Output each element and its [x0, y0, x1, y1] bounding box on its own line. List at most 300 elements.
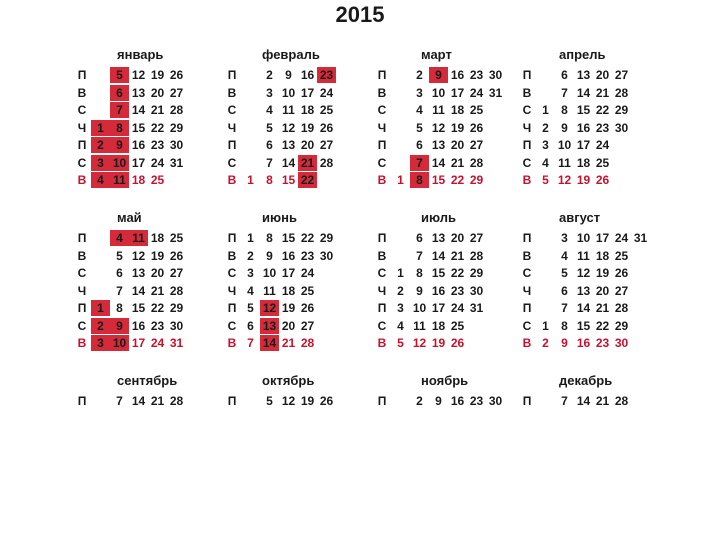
day-cell: 23 — [150, 138, 165, 152]
weekday-label: С — [522, 318, 532, 333]
day-cell: 22 — [300, 231, 315, 245]
day-cell: 30 — [614, 336, 629, 350]
day-cell: 21 — [150, 103, 165, 117]
weekday-label: П — [522, 231, 532, 245]
day-cell: 25 — [150, 173, 165, 187]
weekday-label: С — [77, 155, 87, 170]
day-cell: 11 — [129, 230, 148, 246]
day-cell: 29 — [614, 318, 629, 333]
day-cell: 1 — [91, 120, 110, 136]
day-cell: 30 — [488, 68, 503, 82]
day-cell: 20 — [450, 231, 465, 245]
weekday-label: С — [377, 266, 387, 280]
month-name: апрель — [559, 47, 606, 62]
day-cell: 6 — [561, 283, 568, 298]
weekday-label: В — [227, 85, 237, 100]
day-cell: 15 — [576, 318, 591, 333]
day-cell: 7 — [561, 85, 568, 100]
weekday-label: В — [77, 248, 87, 263]
month-11 — [520, 373, 670, 533]
day-cell: 12 — [576, 266, 591, 280]
day-cell: 30 — [319, 248, 334, 263]
day-cell: 11 — [558, 155, 571, 170]
weekday-label: В — [77, 173, 87, 187]
weekday-label: Ч — [377, 120, 387, 135]
day-cell: 16 — [131, 318, 146, 333]
day-cell: 20 — [300, 138, 315, 152]
weekday-label: П — [77, 68, 87, 82]
day-cell: 31 — [469, 301, 484, 315]
day-cell: 10 — [431, 85, 446, 100]
day-cell: 14 — [281, 155, 296, 170]
month-7 — [520, 210, 670, 370]
weekday-label: П — [377, 394, 387, 408]
day-cell: 9 — [266, 248, 273, 263]
day-cell: 15 — [131, 120, 146, 135]
day-cell: 22 — [150, 120, 165, 135]
weekday-label: Ч — [77, 120, 87, 135]
weekday-label: Ч — [227, 120, 237, 135]
day-cell: 19 — [150, 248, 165, 263]
weekday-label: Ч — [77, 283, 87, 298]
weekday-label: В — [522, 85, 532, 100]
day-cell: 29 — [469, 266, 484, 280]
day-cell: 28 — [469, 248, 484, 263]
day-cell: 9 — [435, 394, 442, 408]
day-cell: 28 — [169, 103, 184, 117]
day-cell: 3 — [416, 85, 423, 100]
day-cell: 7 — [266, 155, 273, 170]
day-cell: 22 — [595, 103, 610, 117]
day-cell: 4 — [110, 230, 129, 246]
day-cell: 24 — [300, 266, 315, 280]
day-cell: 30 — [614, 120, 629, 135]
month-name: май — [117, 210, 142, 225]
day-cell: 26 — [169, 248, 184, 263]
day-cell: 4 — [397, 318, 404, 333]
day-cell: 10 — [412, 301, 427, 315]
day-cell: 21 — [450, 155, 465, 170]
day-cell: 28 — [319, 155, 334, 170]
day-cell: 9 — [110, 137, 129, 153]
month-name: февраль — [262, 47, 320, 62]
day-cell: 13 — [431, 231, 446, 245]
day-cell: 7 — [110, 102, 129, 118]
day-cell: 4 — [561, 248, 568, 263]
day-cell: 6 — [416, 231, 423, 245]
day-cell: 31 — [488, 85, 503, 100]
day-cell: 25 — [595, 155, 610, 170]
day-cell: 10 — [110, 155, 129, 171]
day-cell: 19 — [595, 266, 610, 280]
day-cell: 16 — [576, 336, 591, 350]
day-cell: 16 — [450, 394, 465, 408]
day-cell: 2 — [416, 68, 423, 82]
day-cell: 3 — [266, 85, 273, 100]
day-cell: 15 — [431, 173, 446, 187]
day-cell: 27 — [469, 231, 484, 245]
day-cell: 16 — [576, 120, 591, 135]
day-cell: 11 — [413, 318, 426, 333]
day-cell: 18 — [131, 173, 146, 187]
day-cell: 13 — [131, 85, 146, 100]
day-cell: 13 — [431, 138, 446, 152]
day-cell: 24 — [450, 301, 465, 315]
day-cell: 9 — [110, 318, 129, 334]
day-cell: 18 — [576, 155, 591, 170]
day-cell: 13 — [281, 138, 296, 152]
weekday-label: С — [522, 103, 532, 117]
weekday-label: П — [227, 138, 237, 152]
day-cell: 7 — [116, 283, 123, 298]
day-cell: 20 — [281, 318, 296, 333]
day-cell: 11 — [263, 283, 276, 298]
day-cell: 19 — [431, 336, 446, 350]
day-cell: 20 — [595, 68, 610, 82]
day-cell: 9 — [416, 283, 423, 298]
day-cell: 11 — [432, 103, 445, 117]
weekday-label: Ч — [522, 120, 532, 135]
day-cell: 10 — [576, 231, 591, 245]
day-cell: 11 — [282, 103, 295, 117]
day-cell: 23 — [469, 394, 484, 408]
day-cell: 8 — [410, 172, 429, 188]
day-cell: 28 — [300, 336, 315, 350]
weekday-label: П — [522, 394, 532, 408]
day-cell: 6 — [561, 68, 568, 82]
day-cell: 19 — [150, 68, 165, 82]
day-cell: 1 — [247, 231, 254, 245]
weekday-label: П — [522, 68, 532, 82]
day-cell: 18 — [281, 283, 296, 298]
weekday-label: С — [77, 266, 87, 280]
day-cell: 17 — [281, 266, 296, 280]
weekday-label: В — [227, 336, 237, 350]
day-cell: 25 — [469, 103, 484, 117]
day-cell: 28 — [614, 301, 629, 315]
day-cell: 26 — [169, 68, 184, 82]
day-cell: 29 — [469, 173, 484, 187]
day-cell: 23 — [150, 318, 165, 333]
month-name: июнь — [262, 210, 297, 225]
weekday-label: С — [227, 266, 237, 280]
day-cell: 3 — [542, 138, 549, 152]
day-cell: 28 — [614, 394, 629, 408]
day-cell: 13 — [260, 318, 279, 334]
day-cell: 14 — [576, 301, 591, 315]
day-cell: 15 — [281, 231, 296, 245]
day-cell: 3 — [91, 155, 110, 171]
day-cell: 21 — [595, 85, 610, 100]
day-cell: 4 — [542, 155, 549, 170]
weekday-label: В — [227, 173, 237, 187]
weekday-label: П — [377, 138, 387, 152]
day-cell: 13 — [576, 283, 591, 298]
month-name: сентябрь — [117, 373, 178, 388]
month-3 — [520, 47, 670, 207]
day-cell: 30 — [169, 138, 184, 152]
day-cell: 8 — [266, 231, 273, 245]
day-cell: 1 — [542, 103, 549, 117]
day-cell: 17 — [131, 155, 146, 170]
day-cell: 7 — [561, 301, 568, 315]
day-cell: 19 — [300, 120, 315, 135]
day-cell: 27 — [169, 85, 184, 100]
day-cell: 12 — [131, 68, 146, 82]
day-cell: 20 — [150, 85, 165, 100]
day-cell: 7 — [561, 394, 568, 408]
weekday-label: П — [77, 231, 87, 245]
weekday-label: С — [227, 155, 237, 170]
day-cell: 30 — [169, 318, 184, 333]
day-cell: 12 — [431, 120, 446, 135]
day-cell: 2 — [91, 318, 110, 334]
day-cell: 23 — [300, 248, 315, 263]
weekday-label: С — [377, 318, 387, 333]
weekday-label: В — [377, 336, 387, 350]
day-cell: 1 — [91, 300, 110, 316]
day-cell: 20 — [450, 138, 465, 152]
day-cell: 5 — [266, 394, 273, 408]
day-cell: 17 — [431, 301, 446, 315]
day-cell: 25 — [169, 231, 184, 245]
day-cell: 21 — [595, 394, 610, 408]
day-cell: 20 — [595, 283, 610, 298]
day-cell: 18 — [150, 231, 165, 245]
day-cell: 26 — [319, 120, 334, 135]
month-4 — [75, 210, 225, 370]
weekday-label: П — [227, 231, 237, 245]
day-cell: 9 — [429, 67, 448, 83]
day-cell: 23 — [595, 120, 610, 135]
day-cell: 27 — [300, 318, 315, 333]
day-cell: 15 — [131, 301, 146, 315]
weekday-label: В — [377, 85, 387, 100]
weekday-label: В — [77, 85, 87, 100]
day-cell: 31 — [169, 336, 184, 350]
weekday-label: С — [522, 266, 532, 280]
day-cell: 5 — [110, 67, 129, 83]
day-cell: 22 — [150, 301, 165, 315]
weekday-label: Ч — [522, 283, 532, 298]
day-cell: 8 — [110, 120, 129, 136]
day-cell: 27 — [614, 68, 629, 82]
day-cell: 5 — [116, 248, 123, 263]
day-cell: 10 — [557, 138, 572, 152]
day-cell: 4 — [91, 172, 110, 188]
day-cell: 29 — [319, 231, 334, 245]
weekday-label: В — [522, 248, 532, 263]
weekday-label: В — [522, 336, 532, 350]
day-cell: 29 — [169, 120, 184, 135]
month-name: июль — [421, 210, 457, 225]
weekday-label: С — [77, 318, 87, 333]
month-1 — [225, 47, 375, 207]
day-cell: 5 — [397, 336, 404, 350]
day-cell: 8 — [416, 266, 423, 280]
day-cell: 12 — [260, 300, 279, 316]
day-cell: 21 — [281, 336, 296, 350]
day-cell: 21 — [595, 301, 610, 315]
weekday-label: П — [522, 138, 532, 152]
day-cell: 31 — [169, 155, 184, 170]
day-cell: 16 — [131, 138, 146, 152]
day-cell: 26 — [300, 301, 315, 315]
day-cell: 24 — [595, 138, 610, 152]
day-cell: 2 — [247, 248, 254, 263]
day-cell: 25 — [614, 248, 629, 263]
day-cell: 21 — [298, 155, 317, 171]
day-cell: 8 — [116, 301, 123, 315]
day-cell: 17 — [131, 336, 146, 350]
day-cell: 6 — [247, 318, 254, 333]
day-cell: 16 — [431, 283, 446, 298]
day-cell: 6 — [266, 138, 273, 152]
day-cell: 26 — [469, 120, 484, 135]
day-cell: 22 — [450, 266, 465, 280]
weekday-label: П — [77, 301, 87, 315]
weekday-label: С — [77, 103, 87, 117]
day-cell: 1 — [247, 173, 254, 187]
day-cell: 26 — [319, 394, 334, 408]
day-cell: 16 — [300, 68, 315, 82]
day-cell: 5 — [266, 120, 273, 135]
day-cell: 29 — [614, 103, 629, 117]
day-cell: 6 — [110, 85, 129, 101]
day-cell: 27 — [469, 138, 484, 152]
day-cell: 19 — [576, 173, 591, 187]
day-cell: 2 — [266, 68, 273, 82]
day-cell: 9 — [561, 336, 568, 350]
day-cell: 14 — [431, 155, 446, 170]
day-cell: 28 — [169, 394, 184, 408]
day-cell: 28 — [169, 283, 184, 298]
day-cell: 9 — [285, 68, 292, 82]
day-cell: 12 — [557, 173, 572, 187]
day-cell: 25 — [450, 318, 465, 333]
day-cell: 5 — [561, 266, 568, 280]
day-cell: 14 — [260, 335, 279, 351]
month-2 — [375, 47, 525, 207]
day-cell: 14 — [431, 248, 446, 263]
weekday-label: В — [522, 173, 532, 187]
weekday-label: П — [227, 394, 237, 408]
day-cell: 11 — [577, 248, 590, 263]
day-cell: 23 — [317, 67, 336, 83]
day-cell: 3 — [247, 266, 254, 280]
day-cell: 15 — [576, 103, 591, 117]
month-name: октябрь — [262, 373, 315, 388]
day-cell: 14 — [131, 103, 146, 117]
day-cell: 8 — [561, 318, 568, 333]
day-cell: 24 — [614, 231, 629, 245]
day-cell: 24 — [469, 85, 484, 100]
day-cell: 14 — [576, 85, 591, 100]
weekday-label: В — [377, 248, 387, 263]
weekday-label: В — [377, 173, 387, 187]
day-cell: 3 — [561, 231, 568, 245]
month-name: ноябрь — [421, 373, 469, 388]
month-10 — [375, 373, 525, 533]
weekday-label: П — [227, 301, 237, 315]
day-cell: 26 — [614, 266, 629, 280]
weekday-label: В — [77, 336, 87, 350]
day-cell: 17 — [450, 85, 465, 100]
day-cell: 11 — [110, 172, 129, 188]
month-name: август — [559, 210, 601, 225]
day-cell: 6 — [416, 138, 423, 152]
day-cell: 18 — [450, 103, 465, 117]
day-cell: 5 — [416, 120, 423, 135]
day-cell: 13 — [576, 68, 591, 82]
day-cell: 5 — [542, 173, 549, 187]
day-cell: 7 — [416, 248, 423, 263]
day-cell: 23 — [595, 336, 610, 350]
day-cell: 16 — [450, 68, 465, 82]
day-cell: 27 — [614, 283, 629, 298]
month-9 — [225, 373, 375, 533]
day-cell: 21 — [150, 283, 165, 298]
day-cell: 30 — [488, 394, 503, 408]
day-cell: 19 — [281, 301, 296, 315]
day-cell: 19 — [300, 394, 315, 408]
day-cell: 29 — [169, 301, 184, 315]
weekday-label: С — [522, 155, 532, 170]
day-cell: 3 — [397, 301, 404, 315]
day-cell: 27 — [319, 138, 334, 152]
day-cell: 12 — [412, 336, 427, 350]
day-cell: 8 — [561, 103, 568, 117]
month-name: январь — [117, 47, 164, 62]
day-cell: 16 — [281, 248, 296, 263]
day-cell: 22 — [298, 172, 317, 188]
day-cell: 1 — [542, 318, 549, 333]
weekday-label: С — [227, 318, 237, 333]
day-cell: 13 — [131, 266, 146, 280]
day-cell: 14 — [576, 394, 591, 408]
day-cell: 1 — [397, 173, 404, 187]
day-cell: 8 — [266, 173, 273, 187]
day-cell: 10 — [281, 85, 296, 100]
day-cell: 21 — [450, 248, 465, 263]
day-cell: 28 — [469, 155, 484, 170]
day-cell: 4 — [416, 103, 423, 117]
day-cell: 12 — [281, 394, 296, 408]
day-cell: 18 — [300, 103, 315, 117]
day-cell: 7 — [247, 336, 254, 350]
day-cell: 7 — [116, 394, 123, 408]
day-cell: 4 — [266, 103, 273, 117]
day-cell: 2 — [542, 120, 549, 135]
month-8 — [75, 373, 225, 533]
day-cell: 21 — [150, 394, 165, 408]
day-cell: 30 — [469, 283, 484, 298]
day-cell: 10 — [262, 266, 277, 280]
day-cell: 17 — [576, 138, 591, 152]
day-cell: 19 — [450, 120, 465, 135]
day-cell: 28 — [614, 85, 629, 100]
month-name: декабрь — [559, 373, 613, 388]
day-cell: 2 — [416, 394, 423, 408]
day-cell: 12 — [281, 120, 296, 135]
day-cell: 18 — [431, 318, 446, 333]
day-cell: 6 — [116, 266, 123, 280]
day-cell: 18 — [595, 248, 610, 263]
day-cell: 17 — [300, 85, 315, 100]
weekday-label: П — [377, 231, 387, 245]
day-cell: 26 — [595, 173, 610, 187]
weekday-label: П — [522, 301, 532, 315]
